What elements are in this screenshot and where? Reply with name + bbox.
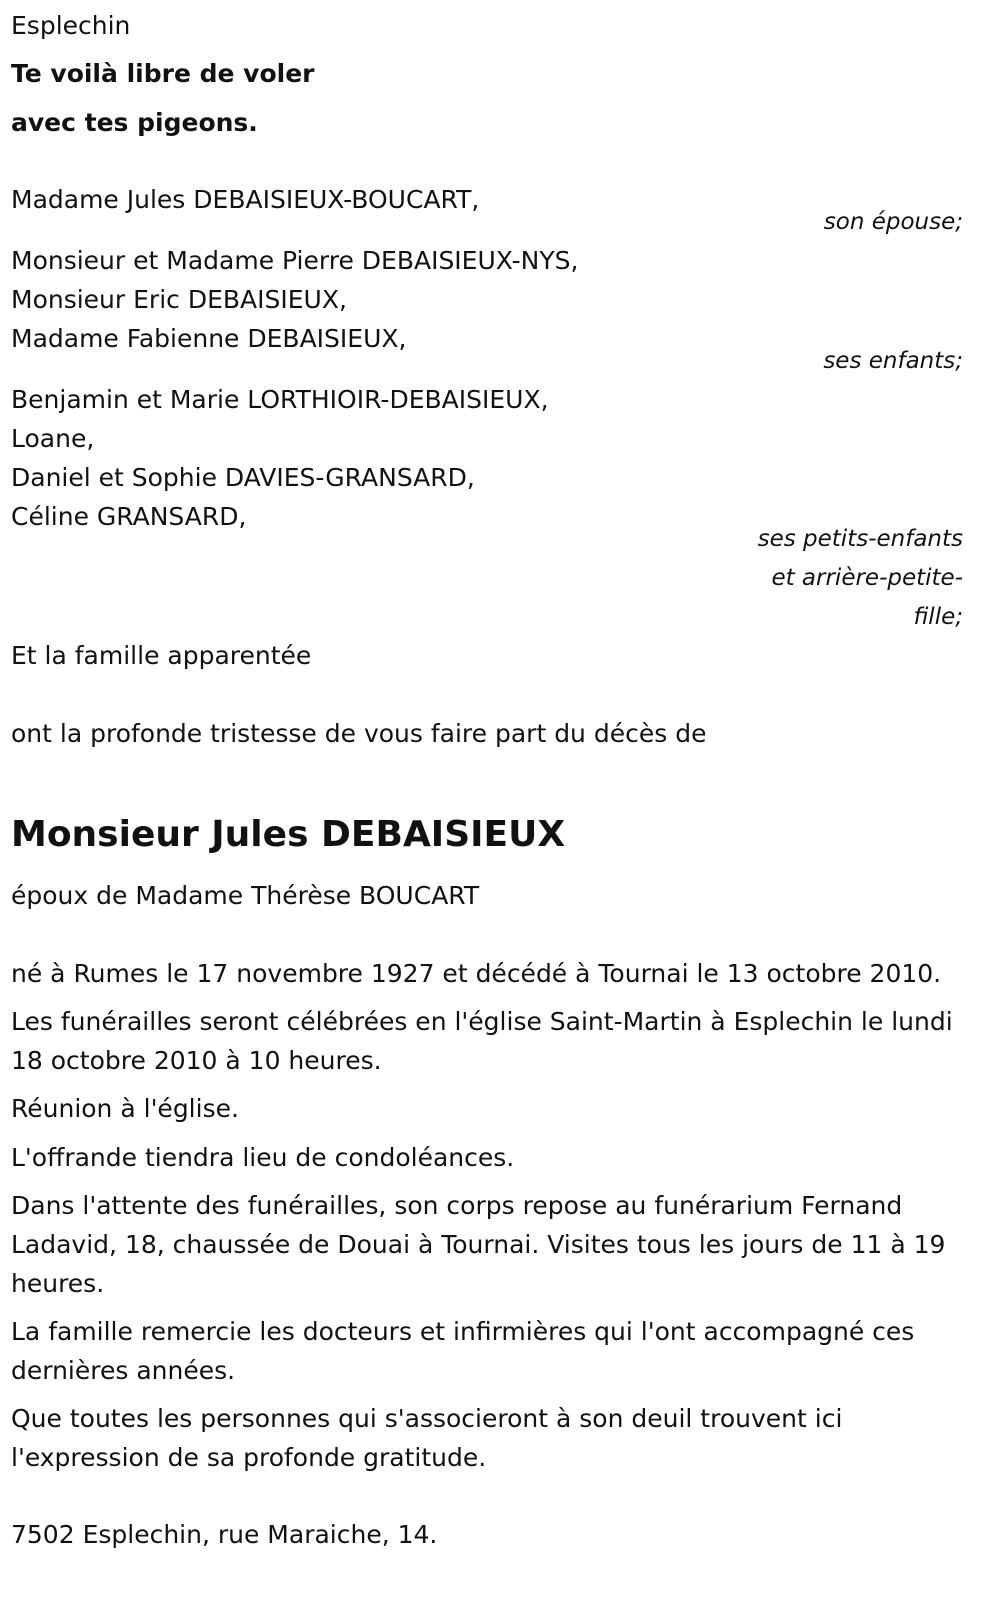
- grandchild-name-2: Loane,: [11, 424, 95, 453]
- extended-family: Et la famille apparentée: [11, 641, 312, 670]
- detail-offering: L'offrande tiendra lieu de condoléances.: [11, 1143, 515, 1172]
- grandchildren-relation-line-2: et arrière-petite-: [771, 565, 963, 591]
- deceased-name: Monsieur Jules DEBAISIEUX: [11, 814, 566, 855]
- deceased-spouse-line: époux de Madame Thérèse BOUCART: [11, 881, 480, 910]
- child-name-1: Monsieur et Madame Pierre DEBAISIEUX-NYS,: [11, 246, 579, 275]
- announcement-text: ont la profonde tristesse de vous faire part du décès de: [11, 719, 707, 748]
- detail-funeral: Les funérailles seront célébrées en l'église Saint-Martin à Esplechin le lundi 18 octobre 2010 à 10 heures.: [11, 1007, 953, 1075]
- quote-line-1: Te voilà libre de voler: [11, 59, 315, 88]
- child-name-3: Madame Fabienne DEBAISIEUX,: [11, 324, 407, 353]
- grandchild-name-3: Daniel et Sophie DAVIES-GRANSARD,: [11, 463, 475, 492]
- spouse-relation: son épouse;: [823, 209, 963, 235]
- grandchild-name-4: Céline GRANSARD,: [11, 502, 247, 531]
- detail-reunion: Réunion à l'église.: [11, 1094, 239, 1123]
- quote-line-2: avec tes pigeons.: [11, 108, 258, 137]
- detail-thanks: La famille remercie les docteurs et infirmières qui l'ont accompagné ces dernières années.: [11, 1317, 915, 1385]
- child-name-2: Monsieur Eric DEBAISIEUX,: [11, 285, 347, 314]
- location-header: Esplechin: [11, 11, 131, 40]
- grandchildren-relation-line-1: ses petits-enfants: [757, 526, 963, 552]
- grandchildren-relation-line-3: fille;: [913, 604, 963, 630]
- detail-funerarium: Dans l'attente des funérailles, son corps repose au funérarium Fernand Ladavid, 18, chaussée de Douai à Tournai. Visites tous les jours de 11 à 19 heures.: [11, 1191, 946, 1298]
- address: 7502 Esplechin, rue Maraiche, 14.: [11, 1520, 438, 1549]
- spouse-name: Madame Jules DEBAISIEUX-BOUCART,: [11, 185, 480, 214]
- children-relation: ses enfants;: [823, 348, 963, 374]
- detail-birth-death: né à Rumes le 17 novembre 1927 et décédé à Tournai le 13 octobre 2010.: [11, 959, 942, 988]
- detail-gratitude: Que toutes les personnes qui s'associeront à son deuil trouvent ici l'expression de sa profonde gratitude.: [11, 1404, 843, 1472]
- grandchild-name-1: Benjamin et Marie LORTHIOIR-DEBAISIEUX,: [11, 385, 549, 414]
